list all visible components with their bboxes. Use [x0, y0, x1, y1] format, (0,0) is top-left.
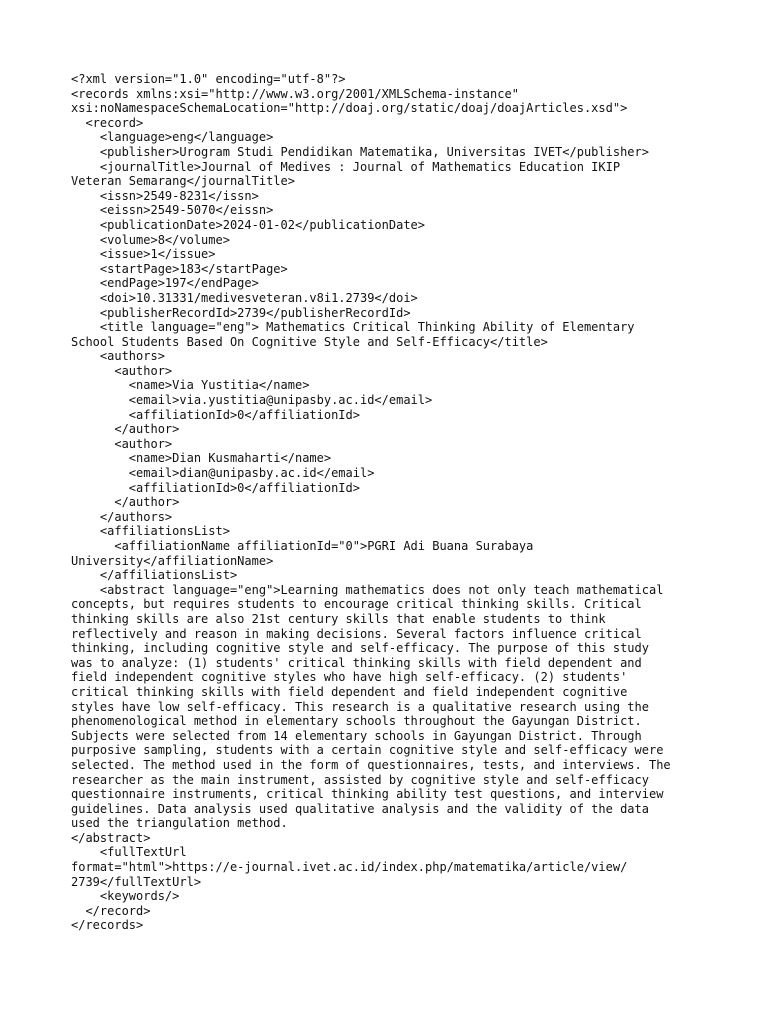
- document-line: </affiliationsList>: [71, 568, 238, 583]
- document-line: </record>: [71, 903, 151, 918]
- document-line: <volume>8</volume>: [71, 232, 230, 247]
- document-line: Subjects were selected from 14 elementary schools in Gayungan District. Through: [71, 728, 642, 743]
- document-line: School Students Based On Cognitive Style and Self-Efficacy</title>: [71, 334, 548, 349]
- document-line: <issn>2549-8231</issn>: [71, 188, 259, 203]
- document-line: <affiliationsList>: [71, 524, 230, 539]
- document-line: was to analyze: (1) students' critical thinking skills with field dependent and: [71, 655, 642, 670]
- document-line: used the triangulation method.: [71, 816, 288, 831]
- document-line: <startPage>183</startPage>: [71, 261, 288, 276]
- document-line: <record>: [71, 115, 144, 130]
- document-line: xsi:noNamespaceSchemaLocation="http://doaj.org/static/doaj/doajArticles.xsd">: [71, 101, 628, 116]
- document-line: <eissn>2549-5070</eissn>: [71, 203, 274, 218]
- document-line: <fullTextUrl: [71, 845, 187, 860]
- document-line: purposive sampling, students with a certain cognitive style and self-efficacy were: [71, 743, 664, 758]
- document-line: <language>eng</language>: [71, 130, 274, 145]
- document-line: <email>dian@unipasby.ac.id</email>: [71, 466, 375, 481]
- document-line: <email>via.yustitia@unipasby.ac.id</email>: [71, 393, 433, 408]
- document-line: questionnaire instruments, critical thinking ability test questions, and interview: [71, 787, 664, 802]
- document-line: <endPage>197</endPage>: [71, 276, 259, 291]
- document-line: <keywords/>: [71, 889, 180, 904]
- document-line: <authors>: [71, 349, 165, 364]
- document-line: <author>: [71, 363, 173, 378]
- document-line: researcher as the main instrument, assisted by cognitive style and self-efficacy: [71, 772, 649, 787]
- document-line: field independent cognitive styles who have high self-efficacy. (2) students': [71, 670, 628, 685]
- document-line: <publisher>Urogram Studi Pendidikan Matematika, Universitas IVET</publisher>: [71, 144, 649, 159]
- document-line: reflectively and reason in making decisions. Several factors influence critical: [71, 626, 642, 641]
- document-line: <publisherRecordId>2739</publisherRecordId>: [71, 305, 411, 320]
- document-line: selected. The method used in the form of questionnaires, tests, and interviews. The: [71, 757, 671, 772]
- document-line: 2739</fullTextUrl>: [71, 874, 202, 889]
- document-line: <publicationDate>2024-01-02</publicationDate>: [71, 217, 426, 232]
- document-line: thinking, including cognitive style and self-efficacy. The purpose of this study: [71, 641, 649, 656]
- document-line: <issue>1</issue>: [71, 247, 216, 262]
- document-line: styles have low self-efficacy. This research is a qualitative research using the: [71, 699, 649, 714]
- document-line: <journalTitle>Journal of Medives : Journal of Mathematics Education IKIP: [71, 159, 621, 174]
- document-line: <affiliationId>0</affiliationId>: [71, 407, 360, 422]
- document-line: <doi>10.31331/medivesveteran.v8i1.2739</doi>: [71, 290, 418, 305]
- document-line: University</affiliationName>: [71, 553, 274, 568]
- document-line: thinking skills are also 21st century skills that enable students to think: [71, 611, 606, 626]
- document-line: Veteran Semarang</journalTitle>: [71, 174, 295, 189]
- xml-document: [71, 72, 711, 933]
- document-line: </records>: [71, 918, 144, 933]
- document-line: <abstract language="eng">Learning mathematics does not only teach mathematical: [71, 582, 664, 597]
- document-line: <?xml version="1.0" encoding="utf-8"?>: [71, 72, 346, 86]
- document-line: <name>Dian Kusmaharti</name>: [71, 451, 332, 466]
- document-line: <affiliationName affiliationId="0">PGRI Adi Buana Surabaya: [71, 539, 534, 553]
- document-line: phenomenological method in elementary schools throughout the Gayungan District.: [71, 714, 642, 729]
- document-line: critical thinking skills with field dependent and field independent cognitive: [71, 684, 628, 699]
- document-line: <name>Via Yustitia</name>: [71, 378, 310, 393]
- document-line: </author>: [71, 422, 180, 437]
- document-line: </abstract>: [71, 830, 151, 845]
- document-line: <affiliationId>0</affiliationId>: [71, 480, 360, 495]
- document-line: format="html">https://e-journal.ivet.ac.id/index.php/matematika/article/view/: [71, 860, 628, 875]
- document-line: </authors>: [71, 509, 173, 524]
- document-line: <title language="eng"> Mathematics Critical Thinking Ability of Elementary: [71, 320, 635, 335]
- document-line: <records xmlns:xsi="http://www.w3.org/2001/XMLSchema-instance": [71, 86, 519, 101]
- document-line: concepts, but requires students to encourage critical thinking skills. Critical: [71, 597, 642, 612]
- document-line: </author>: [71, 495, 180, 510]
- document-line: guidelines. Data analysis used qualitative analysis and the validity of the data: [71, 801, 649, 816]
- document-line: <author>: [71, 436, 173, 451]
